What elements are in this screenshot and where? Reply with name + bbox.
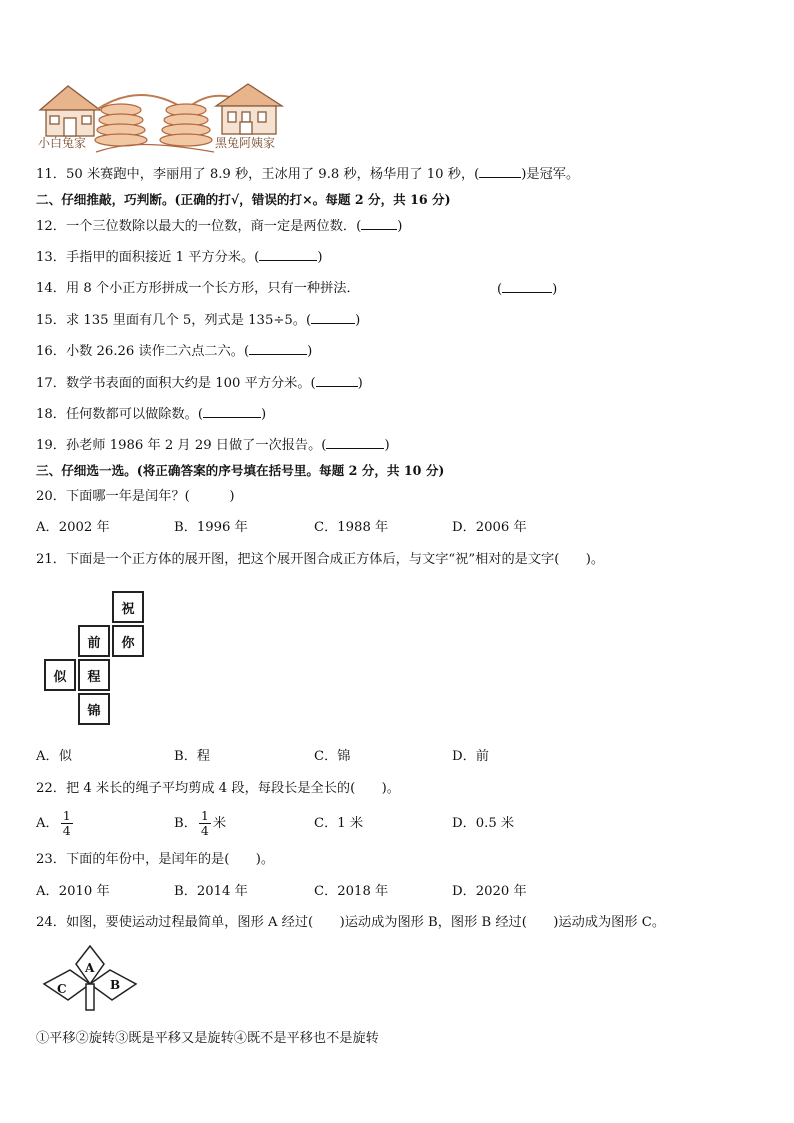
question-11: 11．50 米赛跑中，李丽用了 8.9 秒，王冰用了 9.8 秒，杨华用了 10 秒，( )是冠军。	[36, 167, 580, 182]
net-cell-ni: 你	[112, 625, 144, 657]
answer-blank-11[interactable]	[479, 165, 521, 178]
q23-option-a[interactable]: A．2010 年	[36, 884, 110, 899]
answer-blank-12[interactable]	[361, 217, 397, 230]
answer-blank-13[interactable]	[259, 248, 317, 261]
shape-label-c: C	[57, 982, 67, 996]
right-house-label: 黑兔阿姨家	[215, 136, 276, 150]
question-14-answer: ( )	[497, 282, 558, 297]
left-house-icon	[40, 86, 100, 136]
q23-option-b[interactable]: B．2014 年	[174, 884, 248, 899]
shape-label-a: A	[85, 961, 95, 975]
q22-option-a[interactable]: A． $\frac{1}{4}$	[36, 808, 71, 838]
question-22: 22．把 4 米长的绳子平均剪成 4 段，每段长是全长的( )。	[36, 781, 400, 796]
question-13: 13．手指甲的面积接近 1 平方分米。( )	[36, 250, 323, 265]
question-20: 20．下面哪一年是闰年？( )	[36, 489, 235, 504]
q20-option-d[interactable]: D．2006 年	[452, 520, 527, 535]
question-23: 23．下面的年份中，是闰年的是( )。	[36, 852, 275, 867]
answer-blank-19[interactable]	[326, 436, 384, 449]
net-cell-jin: 锦	[78, 693, 110, 725]
answer-blank-15[interactable]	[311, 311, 355, 324]
answer-blank-14[interactable]	[502, 280, 552, 293]
answer-blank-18[interactable]	[203, 405, 261, 418]
pivot-stem-icon	[86, 984, 94, 1010]
river-bridge-icon	[95, 104, 214, 152]
section-2-title: 二、仔细推敲，巧判断。(正确的打√，错误的打×。每题 2 分，共 16 分)	[36, 192, 451, 207]
q21-option-a[interactable]: A．似	[36, 749, 72, 764]
question-15: 15．求 135 里面有几个 5，列式是 135÷5。( )	[36, 313, 361, 328]
q22-option-d[interactable]: D．0.5 米	[452, 816, 515, 831]
question-17: 17．数学书表面的面积大约是 100 平方分米。( )	[36, 376, 363, 391]
question-24: 24．如图，要使运动过程最简单，图形 A 经过( )运动成为图形 B，图形 B 经过( )运动成为图形 C。	[36, 915, 666, 930]
left-house-label: 小白兔家	[38, 136, 87, 150]
fraction-one-quarter: $\frac{1}{4}$	[200, 808, 209, 838]
q23-option-c[interactable]: C．2018 年	[314, 884, 389, 899]
net-cell-zhu: 祝	[112, 591, 144, 623]
q21-option-c[interactable]: C．锦	[314, 749, 351, 764]
q20-option-b[interactable]: B．1996 年	[174, 520, 248, 535]
question-12: 12．一个三位数除以最大的一位数，商一定是两位数．( )	[36, 219, 403, 234]
q22-option-c[interactable]: C．1 米	[314, 816, 364, 831]
q20-option-c[interactable]: C．1988 年	[314, 520, 389, 535]
section-3-title: 三、仔细选一选。(将正确答案的序号填在括号里。每题 2 分，共 10 分)	[36, 463, 445, 478]
question-16: 16．小数 26.26 读作二六点二六。( )	[36, 344, 313, 359]
question-14: 14．用 8 个小正方形拼成一个长方形，只有一种拼法．	[36, 281, 360, 296]
q22-option-b[interactable]: B． $\frac{1}{4}$ 米	[174, 808, 227, 838]
fraction-one-quarter: $\frac{1}{4}$	[62, 808, 71, 838]
question-21: 21．下面是一个正方体的展开图，把这个展开图合成正方体后，与文字“祝”相对的是文字( )。	[36, 552, 605, 567]
answer-blank-16[interactable]	[249, 342, 307, 355]
q21-option-b[interactable]: B．程	[174, 749, 211, 764]
net-cell-si: 似	[44, 659, 76, 691]
cube-net-figure	[44, 591, 148, 729]
right-house-icon	[216, 84, 282, 134]
q20-option-a[interactable]: A．2002 年	[36, 520, 110, 535]
question-19: 19．孙老师 1986 年 2 月 29 日做了一次报告。( )	[36, 438, 390, 453]
answer-blank-17[interactable]	[316, 374, 358, 387]
q21-option-d[interactable]: D．前	[452, 749, 489, 764]
q24-choices: ①平移②旋转③既是平移又是旋转④既不是平移也不是旋转	[36, 1031, 379, 1046]
question-18: 18．任何数都可以做除数。( )	[36, 407, 267, 422]
rotation-figure	[40, 944, 140, 1014]
shape-label-b: B	[110, 978, 121, 992]
q23-option-d[interactable]: D．2020 年	[452, 884, 527, 899]
net-cell-qian: 前	[78, 625, 110, 657]
net-cell-cheng: 程	[78, 659, 110, 691]
